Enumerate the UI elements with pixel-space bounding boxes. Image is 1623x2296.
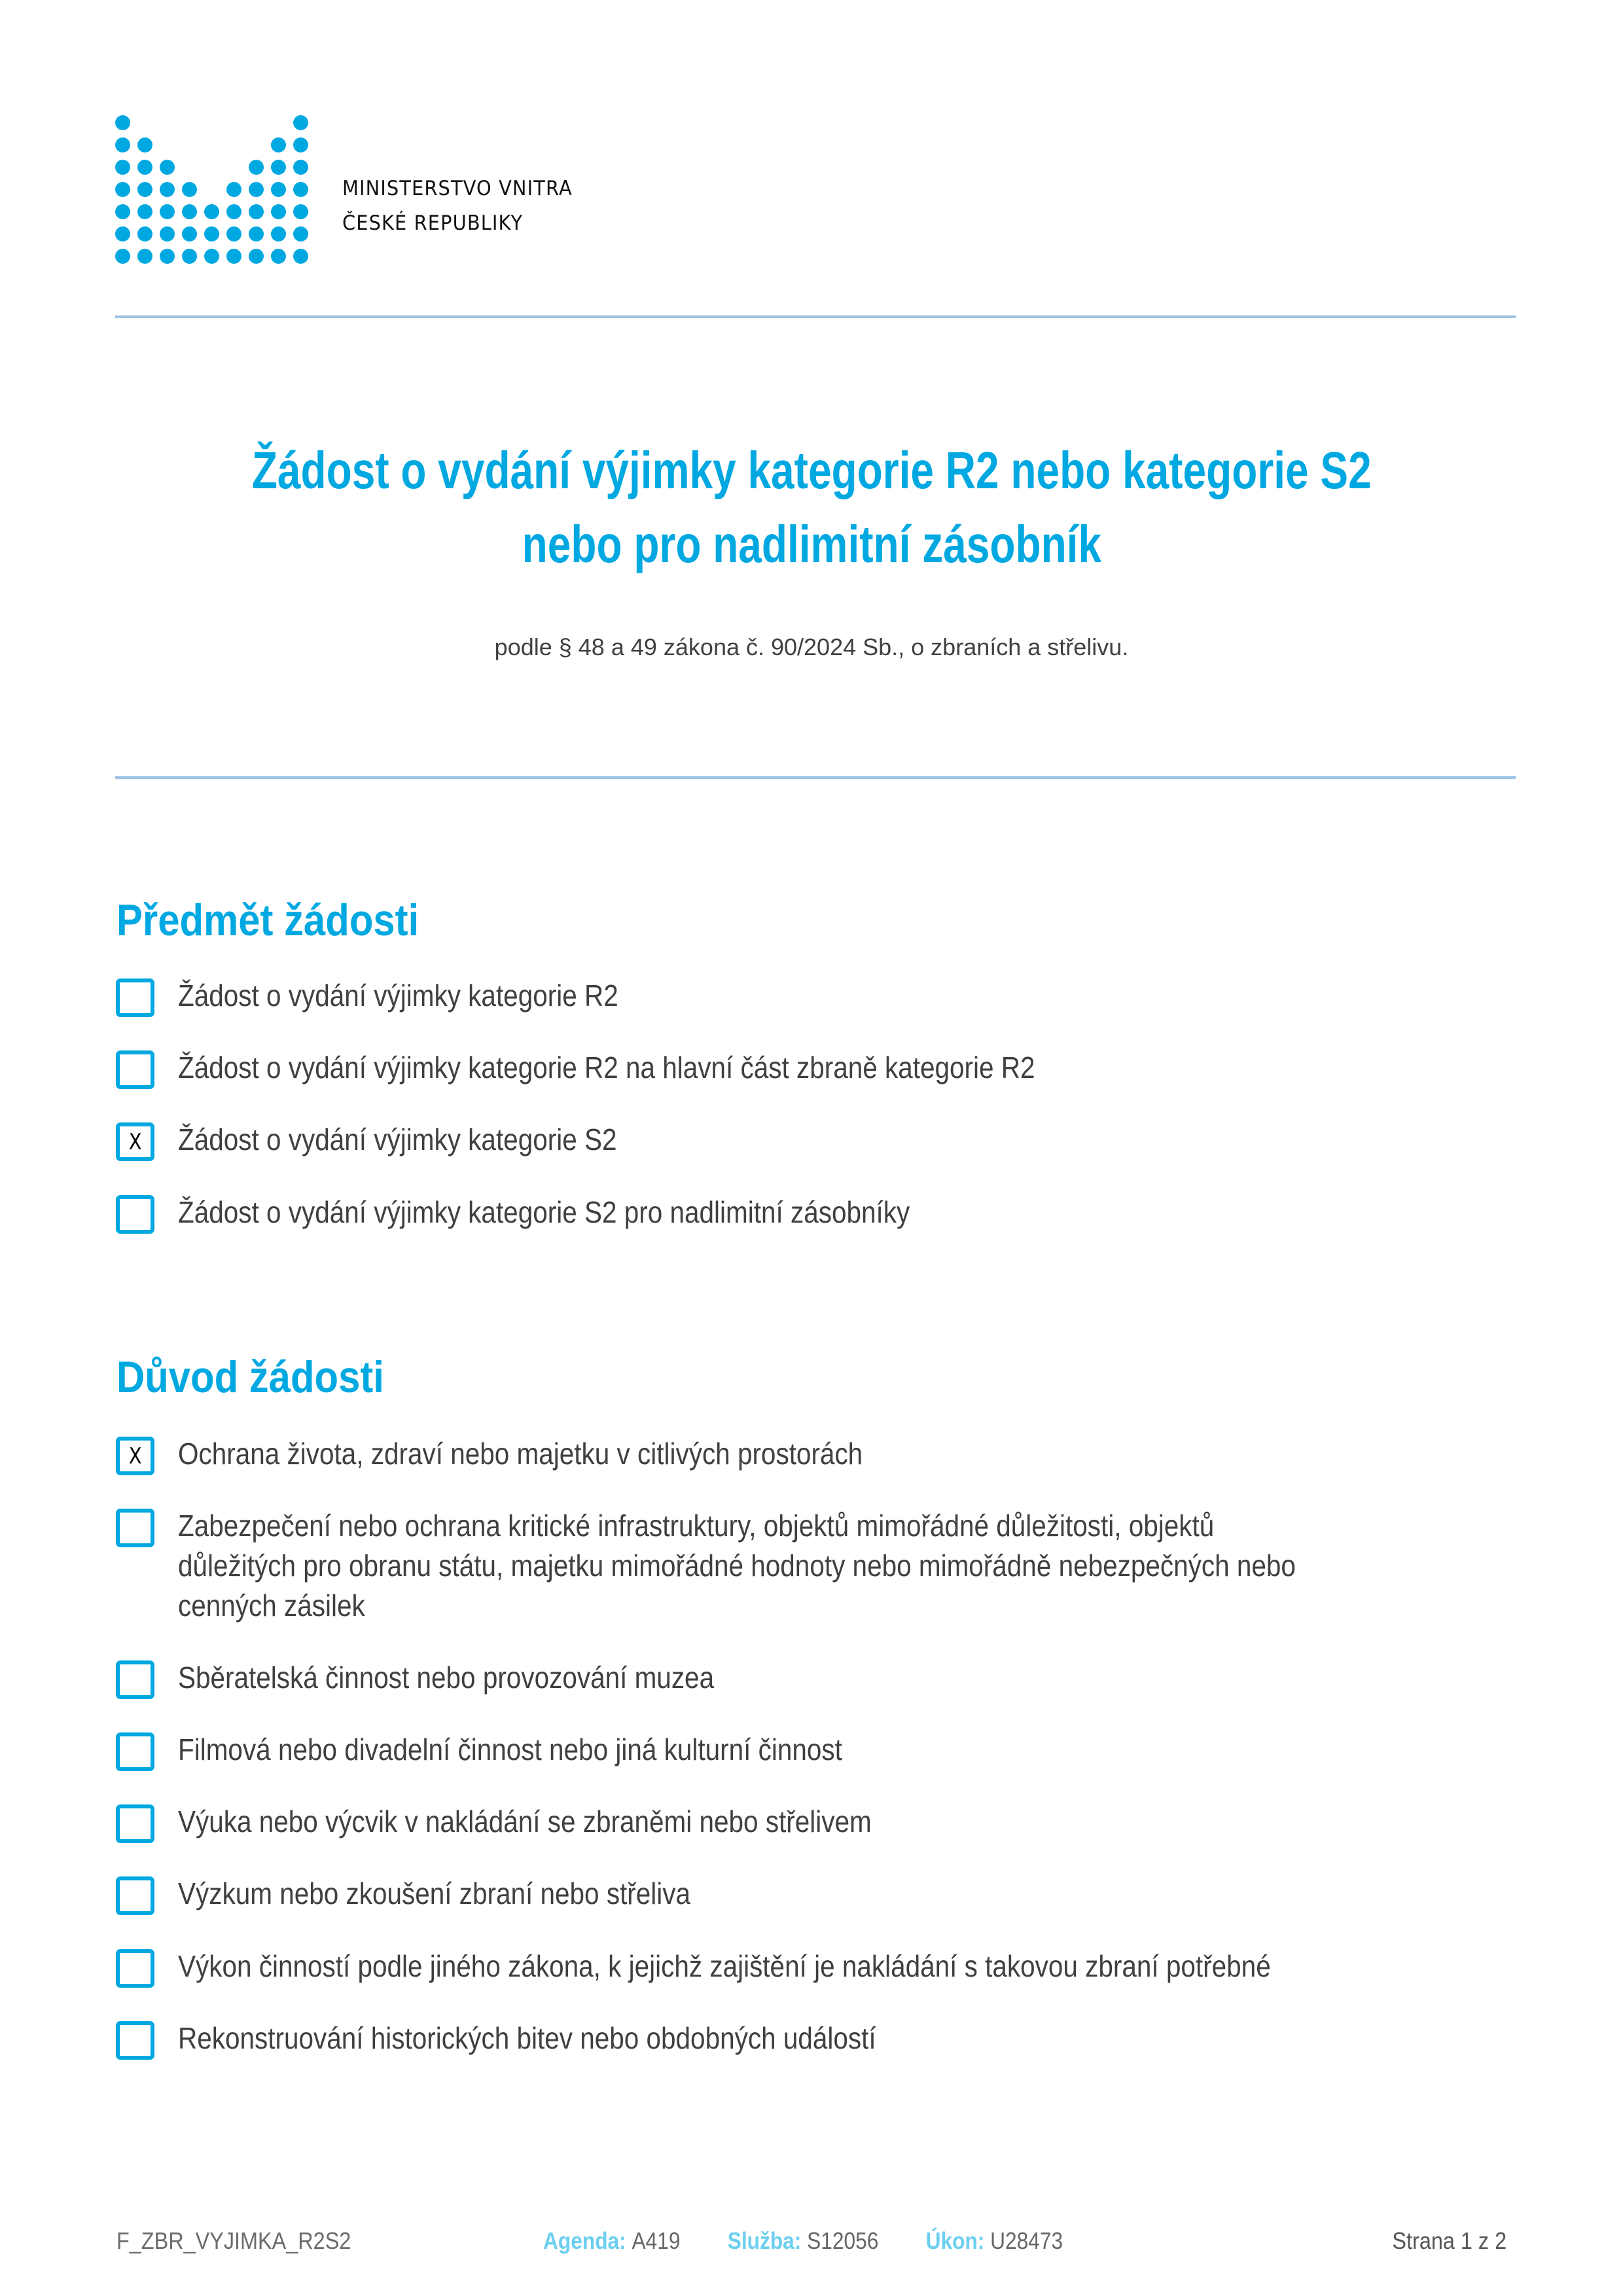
logo-dot <box>271 249 286 264</box>
logo-dot <box>115 204 130 219</box>
logo-dot <box>293 160 308 175</box>
logo-dot <box>115 182 130 197</box>
checkbox-unchecked[interactable] <box>116 1732 154 1771</box>
logo-dot <box>115 226 130 242</box>
checkbox-label-line: Výkon činností podle jiného zákona, k jejichž zajištění je nakládání s takovou zbraní potřebné <box>178 1949 1271 1983</box>
checkbox-label-line: cenných zásilek <box>178 1588 365 1623</box>
logo-dot <box>293 226 308 242</box>
legal-basis-subtitle: podle § 48 a 49 zákona č. 90/2024 Sb., o zbraních a střelivu. <box>494 634 1129 660</box>
footer-ukon-label: Úkon: <box>925 2227 985 2254</box>
document-title-line2: nebo pro nadlimitní zásobník <box>522 515 1101 573</box>
checkbox-unchecked[interactable] <box>116 1050 154 1089</box>
logo-dot <box>137 160 152 175</box>
logo-dot <box>137 204 152 219</box>
logo-dot <box>293 137 308 152</box>
logo-dot <box>249 182 264 197</box>
logo-dot <box>249 249 264 264</box>
checkbox-label-line: Sběratelská činnost nebo provozování muzea <box>178 1660 715 1695</box>
logo-dot <box>249 204 264 219</box>
checkbox-label <box>178 1120 677 1160</box>
checkbox-checked[interactable] <box>116 1122 154 1161</box>
logo-dot <box>182 226 197 242</box>
logo-dot <box>160 160 175 175</box>
logo-dot <box>226 182 241 197</box>
logo-dot <box>182 182 197 197</box>
logo-dot <box>293 115 308 130</box>
checkbox-label <box>178 1506 1448 1626</box>
logo-dot <box>271 204 286 219</box>
logo-dot <box>293 249 308 264</box>
ministry-name <box>342 171 590 241</box>
logo-dot <box>204 226 219 242</box>
checkbox-label-line: Žádost o vydání výjimky kategorie S2 pro nadlimitní zásobníky <box>178 1195 910 1229</box>
checkbox-unchecked[interactable] <box>116 1949 154 1988</box>
section-heading-subject: Předmět žádosti <box>116 895 419 945</box>
section-heading-reason: Důvod žádosti <box>116 1352 384 1402</box>
logo-dot <box>182 249 197 264</box>
ministry-name-line2: ČESKÉ REPUBLIKY <box>342 211 524 235</box>
checkbox-label <box>178 2018 971 2058</box>
checkbox-label-line: Výzkum nebo zkoušení zbraní nebo střeliva <box>178 1876 691 1910</box>
checkbox-label <box>178 1193 1010 1232</box>
logo-dot <box>204 204 219 219</box>
footer-codes <box>543 2227 1063 2255</box>
title-divider <box>115 776 1516 779</box>
check-x-icon: X <box>128 1128 142 1155</box>
checkbox-label-line: Rekonstruování historických bitev nebo obdobných událostí <box>178 2021 876 2055</box>
logo-dot <box>160 249 175 264</box>
footer-form-code: F_ZBR_VYJIMKA_R2S2 <box>116 2227 351 2254</box>
logo-dot <box>137 249 152 264</box>
checkbox-unchecked[interactable] <box>116 978 154 1017</box>
logo-dot <box>182 204 197 219</box>
footer-agenda-label: Agenda: <box>543 2227 626 2254</box>
checkbox-label <box>178 976 678 1016</box>
logo-dot <box>271 160 286 175</box>
logo-dot <box>115 249 130 264</box>
logo-dot <box>137 182 152 197</box>
ministry-logo-icon <box>115 115 312 266</box>
ministry-name-line1: MINISTERSTVO VNITRA <box>342 177 573 200</box>
checkbox-unchecked[interactable] <box>116 1660 154 1699</box>
footer-sluzba-value: S12056 <box>807 2227 879 2254</box>
checkbox-label-line: Zabezpečení nebo ochrana kritické infrastruktury, objektů mimořádné důležitosti, objektů <box>178 1509 1215 1543</box>
logo-dot <box>249 160 264 175</box>
footer-agenda-value: A419 <box>632 2227 681 2254</box>
checkbox-unchecked[interactable] <box>116 1804 154 1843</box>
logo-dot <box>226 204 241 219</box>
checkbox-label <box>178 1802 966 1842</box>
logo-dot <box>115 137 130 152</box>
checkbox-unchecked[interactable] <box>116 1195 154 1234</box>
checkbox-label-line: Výuka nebo výcvik v nakládání se zbraněmi nebo střelivem <box>178 1804 872 1839</box>
checkbox-label-line: Žádost o vydání výjimky kategorie R2 na hlavní část zbraně kategorie R2 <box>178 1050 1035 1085</box>
logo-dot <box>271 137 286 152</box>
logo-dot <box>271 226 286 242</box>
checkbox-label-line: Žádost o vydání výjimky kategorie R2 <box>178 978 618 1013</box>
check-x-icon: X <box>128 1443 142 1469</box>
logo-dot <box>160 182 175 197</box>
checkbox-label-line: Ochrana života, zdraví nebo majetku v citlivých prostorách <box>178 1437 863 1471</box>
logo-dot <box>293 204 308 219</box>
logo-dot <box>249 226 264 242</box>
checkbox-label-line: Filmová nebo divadelní činnost nebo jiná kulturní činnost <box>178 1732 842 1767</box>
logo-dot <box>271 182 286 197</box>
logo-dot <box>160 226 175 242</box>
checkbox-label <box>178 1946 1419 1986</box>
checkbox-label-line: důležitých pro obranu státu, majetku mimořádné hodnoty nebo mimořádně nebezpečných nebo <box>178 1549 1296 1583</box>
logo-dot <box>226 249 241 264</box>
logo-dot <box>160 204 175 219</box>
logo-dot <box>137 226 152 242</box>
logo-dot <box>137 137 152 152</box>
logo-dot <box>115 160 130 175</box>
logo-dot <box>226 226 241 242</box>
checkbox-label <box>178 1048 1152 1088</box>
checkbox-unchecked[interactable] <box>116 1509 154 1547</box>
checkbox-unchecked[interactable] <box>116 2021 154 2060</box>
checkbox-label <box>178 1730 933 1770</box>
checkbox-label-line: Žádost o vydání výjimky kategorie S2 <box>178 1122 617 1157</box>
checkbox-label <box>178 1434 956 1474</box>
header-divider <box>115 315 1516 318</box>
logo-dot <box>204 249 219 264</box>
footer-ukon-value: U28473 <box>990 2227 1063 2254</box>
checkbox-checked[interactable] <box>116 1437 154 1475</box>
checkbox-label <box>178 1874 760 1914</box>
footer-page-number: Strana 1 z 2 <box>1392 2227 1507 2254</box>
footer-sluzba-label: Služba: <box>727 2227 802 2254</box>
checkbox-label <box>178 1658 787 1698</box>
logo-dot <box>115 115 130 130</box>
document-title-line1: Žádost o vydání výjimky kategorie R2 nebo kategorie S2 <box>251 441 1372 499</box>
checkbox-unchecked[interactable] <box>116 1876 154 1915</box>
logo-dot <box>293 182 308 197</box>
document-title <box>0 433 1623 581</box>
